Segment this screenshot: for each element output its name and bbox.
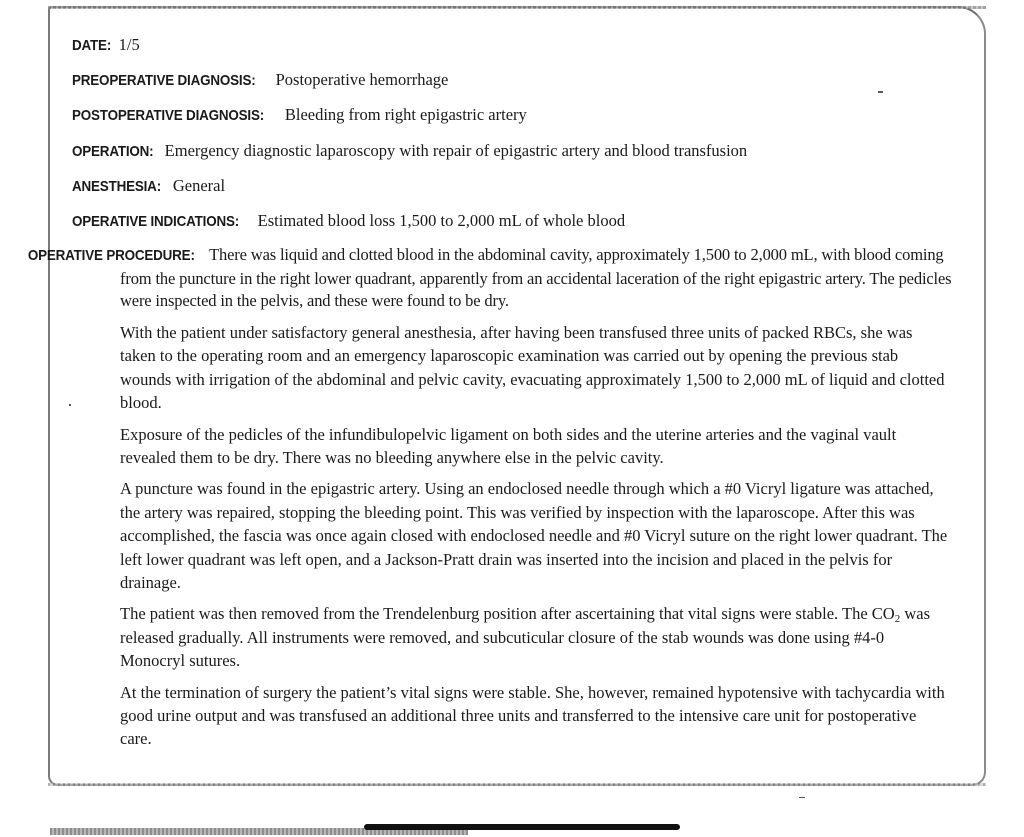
co2-subscript: 2 [894,613,901,626]
procedure-paragraph-3: Exposure of the pedicles of the infundibulopelvic ligament on both sides and the uterine arteries and the vaginal vault revealed them to be dry. There was no bleeding anywhere else in the pelvic cavity. [120,424,897,467]
operative-indications-field [72,210,952,233]
procedure-paragraph-1 [27,244,952,313]
operation-field [72,140,952,163]
procedure-paragraph-5-text-b: was released gradually. All instruments were removed, and subcuticular closure of the stab wounds was done using #4-0 Monocryl sutures. [120,604,930,671]
procedure-paragraph-1-text: There was liquid and clotted blood in the abdominal cavity, approximately 1,500 to 2,000 mL, with blood coming from the puncture in the right lower quadrant, apparently from an accidental laceration of the right epigastric artery. The pedicles were inspected in the pelvis, and these were found to be dry. [120,245,952,311]
operative-procedure-section [27,244,952,751]
operative-indications-value: Estimated blood loss 1,500 to 2,000 mL of whole blood [257,210,626,230]
date-field [72,34,952,57]
preoperative-diagnosis-field [72,69,952,92]
operative-report [27,34,952,759]
operation-label: OPERATION: [72,143,154,160]
procedure-paragraph-2: With the patient under satisfactory general anesthesia, after having been transfused three units of packed RBCs, she was taken to the operating room and an emergency laparoscopic examination was carried out by opening the previous stab wounds with irrigation of the abdominal and pelvic cavity, evacuating approximately 1,500 to 2,000 mL of liquid and clotted blood. [120,322,945,413]
operation-value: Emergency diagnostic laparoscopy with repair of epigastric artery and blood transfusion [164,140,748,160]
postoperative-diagnosis-field [72,104,952,127]
scan-speck [878,91,883,93]
operative-indications-label: OPERATIVE INDICATIONS: [72,213,240,230]
procedure-paragraph-6: At the termination of surgery the patient’s vital signs were stable. She, however, remained hypotensive with tachycardia with good urine output and was transfused an additional three units and transferred to the intensive care unit for postoperative care. [120,682,945,749]
procedure-paragraph-4: A puncture was found in the epigastric artery. Using an endoclosed needle through which a #0 Vicryl ligature was attached, the artery was repaired, stopping the bleeding point. This was verified by inspection with the laparoscope. After this was accomplished, the fascia was once again closed with endoclosed needle and #0 Vicryl suture on the right lower quadrant. The left lower quadrant was left open, and a Jackson-Pratt drain was inserted into the incision and placed in the pelvis for drainage. [120,479,948,592]
anesthesia-label: ANESTHESIA: [72,178,161,195]
preoperative-diagnosis-label: PREOPERATIVE DIAGNOSIS: [72,73,256,90]
postoperative-diagnosis-value: Bleeding from right epigastric artery [284,105,527,125]
procedure-paragraph-5 [120,602,952,672]
procedure-paragraph-5-text-a: The patient was then removed from the Trendelenburg position after ascertaining that vital signs were stable. The CO [120,604,895,624]
anesthesia-value: General [172,175,226,195]
preoperative-diagnosis-value: Postoperative hemorrhage [275,70,449,90]
scan-speck [69,404,71,406]
date-label: DATE: [72,38,112,54]
scan-speck [799,797,805,798]
horizontal-scrollbar-thumb[interactable] [364,824,680,830]
postoperative-diagnosis-label: POSTOPERATIVE DIAGNOSIS: [72,108,265,125]
anesthesia-field [72,175,952,198]
operative-procedure-label: OPERATIVE PROCEDURE: [27,248,195,265]
date-value: 1/5 [118,35,140,54]
